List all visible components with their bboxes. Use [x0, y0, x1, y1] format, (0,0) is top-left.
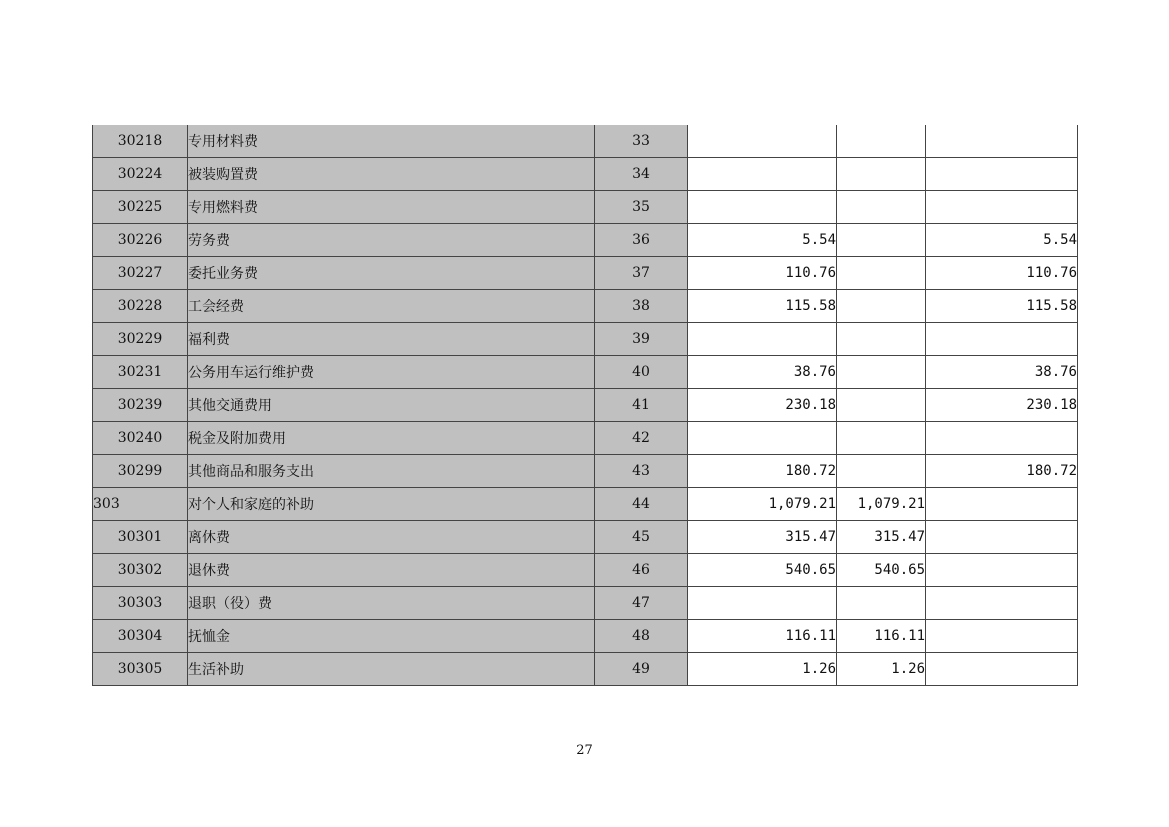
basic-amount-cell: 1,079.21 — [837, 488, 926, 521]
code-cell: 30240 — [93, 422, 188, 455]
table-row — [93, 653, 1078, 686]
table-row — [93, 455, 1078, 488]
total-amount-cell: 1,079.21 — [688, 488, 837, 521]
total-amount-cell — [688, 422, 837, 455]
line-number-cell: 47 — [595, 587, 688, 620]
table-row — [93, 290, 1078, 323]
basic-amount-cell — [837, 125, 926, 158]
line-number-cell: 49 — [595, 653, 688, 686]
total-amount-cell: 315.47 — [688, 521, 837, 554]
table-row — [93, 356, 1078, 389]
table-row — [93, 257, 1078, 290]
name-cell: 退休费 — [188, 554, 595, 587]
line-number-cell: 33 — [595, 125, 688, 158]
name-cell: 福利费 — [188, 323, 595, 356]
name-cell: 委托业务费 — [188, 257, 595, 290]
project-amount-cell: 5.54 — [926, 224, 1078, 257]
name-cell: 公务用车运行维护费 — [188, 356, 595, 389]
project-amount-cell: 38.76 — [926, 356, 1078, 389]
project-amount-cell: 180.72 — [926, 455, 1078, 488]
name-cell: 劳务费 — [188, 224, 595, 257]
total-amount-cell: 38.76 — [688, 356, 837, 389]
project-amount-cell: 110.76 — [926, 257, 1078, 290]
table-row — [93, 323, 1078, 356]
table-row — [93, 422, 1078, 455]
table-row — [93, 488, 1078, 521]
basic-amount-cell — [837, 257, 926, 290]
name-cell: 被装购置费 — [188, 158, 595, 191]
line-number-cell: 39 — [595, 323, 688, 356]
code-cell: 30224 — [93, 158, 188, 191]
code-cell: 30239 — [93, 389, 188, 422]
code-cell: 30305 — [93, 653, 188, 686]
table-row — [93, 587, 1078, 620]
basic-amount-cell: 1.26 — [837, 653, 926, 686]
total-amount-cell: 180.72 — [688, 455, 837, 488]
line-number-cell: 44 — [595, 488, 688, 521]
code-cell: 30218 — [93, 125, 188, 158]
total-amount-cell: 540.65 — [688, 554, 837, 587]
code-cell: 30226 — [93, 224, 188, 257]
table-row — [93, 158, 1078, 191]
project-amount-cell — [926, 554, 1078, 587]
basic-amount-cell: 315.47 — [837, 521, 926, 554]
project-amount-cell — [926, 587, 1078, 620]
basic-amount-cell — [837, 191, 926, 224]
project-amount-cell: 115.58 — [926, 290, 1078, 323]
code-cell: 30304 — [93, 620, 188, 653]
basic-amount-cell — [837, 290, 926, 323]
project-amount-cell — [926, 620, 1078, 653]
line-number-cell: 38 — [595, 290, 688, 323]
name-cell: 工会经费 — [188, 290, 595, 323]
expenditure-table-body — [93, 125, 1078, 686]
basic-amount-cell — [837, 422, 926, 455]
line-number-cell: 40 — [595, 356, 688, 389]
line-number-cell: 46 — [595, 554, 688, 587]
project-amount-cell — [926, 521, 1078, 554]
line-number-cell: 48 — [595, 620, 688, 653]
total-amount-cell — [688, 191, 837, 224]
line-number-cell: 41 — [595, 389, 688, 422]
project-amount-cell — [926, 191, 1078, 224]
code-cell: 30231 — [93, 356, 188, 389]
line-number-cell: 42 — [595, 422, 688, 455]
project-amount-cell — [926, 158, 1078, 191]
code-cell: 30303 — [93, 587, 188, 620]
code-cell: 30228 — [93, 290, 188, 323]
line-number-cell: 35 — [595, 191, 688, 224]
basic-amount-cell — [837, 323, 926, 356]
table-row — [93, 191, 1078, 224]
code-cell: 303 — [93, 488, 188, 521]
total-amount-cell — [688, 158, 837, 191]
name-cell: 对个人和家庭的补助 — [188, 488, 595, 521]
code-cell: 30229 — [93, 323, 188, 356]
basic-amount-cell — [837, 389, 926, 422]
line-number-cell: 36 — [595, 224, 688, 257]
total-amount-cell: 230.18 — [688, 389, 837, 422]
basic-amount-cell — [837, 224, 926, 257]
name-cell: 税金及附加费用 — [188, 422, 595, 455]
table-row — [93, 125, 1078, 158]
line-number-cell: 43 — [595, 455, 688, 488]
page-number: 27 — [576, 743, 593, 758]
line-number-cell: 37 — [595, 257, 688, 290]
basic-amount-cell: 116.11 — [837, 620, 926, 653]
name-cell: 离休费 — [188, 521, 595, 554]
name-cell: 其他商品和服务支出 — [188, 455, 595, 488]
project-amount-cell — [926, 422, 1078, 455]
basic-amount-cell — [837, 158, 926, 191]
table-row — [93, 521, 1078, 554]
table-row — [93, 224, 1078, 257]
table-row — [93, 620, 1078, 653]
total-amount-cell: 5.54 — [688, 224, 837, 257]
total-amount-cell — [688, 323, 837, 356]
project-amount-cell — [926, 653, 1078, 686]
line-number-cell: 45 — [595, 521, 688, 554]
name-cell: 退职（役）费 — [188, 587, 595, 620]
basic-amount-cell — [837, 356, 926, 389]
total-amount-cell: 1.26 — [688, 653, 837, 686]
project-amount-cell: 230.18 — [926, 389, 1078, 422]
total-amount-cell: 110.76 — [688, 257, 837, 290]
project-amount-cell — [926, 323, 1078, 356]
name-cell: 其他交通费用 — [188, 389, 595, 422]
name-cell: 抚恤金 — [188, 620, 595, 653]
table-row — [93, 389, 1078, 422]
code-cell: 30301 — [93, 521, 188, 554]
basic-amount-cell — [837, 455, 926, 488]
code-cell: 30302 — [93, 554, 188, 587]
basic-amount-cell — [837, 587, 926, 620]
basic-amount-cell: 540.65 — [837, 554, 926, 587]
name-cell: 生活补助 — [188, 653, 595, 686]
line-number-cell: 34 — [595, 158, 688, 191]
total-amount-cell: 116.11 — [688, 620, 837, 653]
code-cell: 30299 — [93, 455, 188, 488]
project-amount-cell — [926, 488, 1078, 521]
table-row — [93, 554, 1078, 587]
name-cell: 专用燃料费 — [188, 191, 595, 224]
project-amount-cell — [926, 125, 1078, 158]
total-amount-cell — [688, 125, 837, 158]
total-amount-cell: 115.58 — [688, 290, 837, 323]
total-amount-cell — [688, 587, 837, 620]
code-cell: 30227 — [93, 257, 188, 290]
code-cell: 30225 — [93, 191, 188, 224]
expenditure-table — [92, 125, 1078, 686]
name-cell: 专用材料费 — [188, 125, 595, 158]
